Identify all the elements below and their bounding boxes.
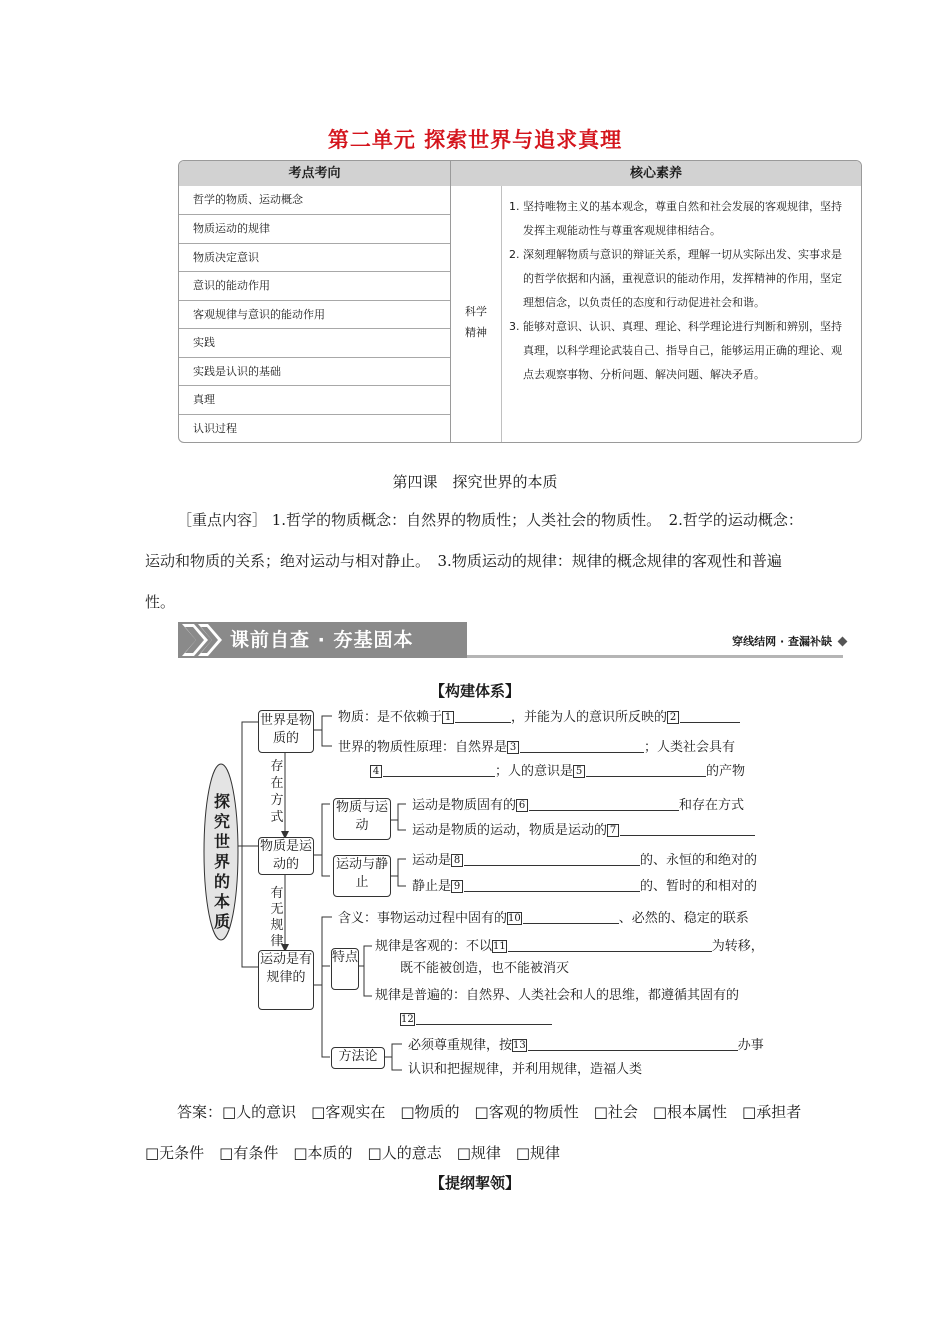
root-node bbox=[213, 792, 231, 932]
link-char: 规 bbox=[270, 918, 284, 933]
blank-line bbox=[464, 852, 640, 866]
sub-column-divider bbox=[501, 186, 502, 442]
text-motion-bearer bbox=[412, 822, 755, 839]
blank-line bbox=[508, 938, 712, 952]
blank-line bbox=[523, 910, 619, 924]
root-char: 究 bbox=[213, 812, 230, 831]
blank-number: 9 bbox=[451, 880, 463, 893]
root-char: 质 bbox=[213, 912, 230, 931]
text: ，并能为人的意识所反映的 bbox=[511, 710, 668, 725]
item-number: 3. bbox=[509, 320, 520, 333]
literacy-item bbox=[509, 195, 851, 243]
item-text: 坚持唯物主义的基本观念，尊重自然和社会发展的客观规律，坚持发挥主观能动性与尊重客观规律相结合。 bbox=[523, 200, 842, 237]
key-content: ［重点内容］ 1.哲学的物质概念：自然界的物质性；人类社会的物质性。 2.哲学的运动概念：运动和物质的关系；绝对运动与相对静止。 3.物质运动的规律：规律的概念规律的客观性和普遍性。 bbox=[145, 511, 803, 611]
link-char: 无 bbox=[270, 902, 284, 917]
link-char: 方 bbox=[270, 793, 284, 808]
text: 世界的物质性原理：自然界是 bbox=[338, 740, 508, 755]
text: 为转移， bbox=[711, 939, 764, 954]
competency-row: 物质决定意识 bbox=[179, 243, 450, 271]
node-world-is-material: 世界是物质的 bbox=[258, 710, 314, 753]
banner-subtitle: 穿线结网 · 查漏补缺 bbox=[732, 635, 832, 648]
literacy-item bbox=[509, 315, 851, 387]
text: 必须尊重规律，按 bbox=[408, 1038, 513, 1053]
text-law-objective bbox=[375, 938, 764, 955]
competency-row: 哲学的物质、运动概念 bbox=[193, 193, 303, 206]
sub-features: 特点 bbox=[331, 948, 359, 990]
blank-number: 6 bbox=[516, 799, 528, 812]
competency-row: 真理 bbox=[179, 385, 450, 413]
link-label-regularity bbox=[268, 886, 286, 950]
link-label-existence bbox=[268, 758, 286, 826]
header-competency: 考点考向 bbox=[288, 166, 341, 181]
banner-title: 课前自查 · 夯基固本 bbox=[230, 629, 414, 651]
text-material-principle-cont bbox=[370, 763, 745, 780]
literacy-item bbox=[509, 243, 851, 315]
header-literacy: 核心素养 bbox=[629, 166, 682, 181]
blank-line bbox=[464, 878, 640, 892]
text: 规律是客观的：不以 bbox=[375, 939, 493, 954]
blank-line bbox=[528, 1037, 738, 1051]
text: 、必然的、稳定的联系 bbox=[618, 911, 749, 926]
unit-title: 第二单元 探索世界与追求真理 bbox=[327, 128, 623, 152]
root-char: 界 bbox=[213, 852, 230, 871]
answers: 答案：□人的意识 □客观实在 □物质的 □客观的物质性 □社会 □根本属性 □承担者 □无条件 □有条件 □本质的 □人的意志 □规律 □规律 bbox=[145, 1103, 817, 1162]
sub-motion-and-rest: 运动与静止 bbox=[333, 855, 391, 897]
competency-row: 物质运动的规律 bbox=[179, 214, 450, 242]
text: 的、暂时的和相对的 bbox=[640, 879, 758, 894]
competency-row: 实践 bbox=[179, 328, 450, 356]
outline-heading: 【提纲挈领】 bbox=[429, 1174, 520, 1192]
chevron-arrows-icon bbox=[178, 622, 228, 658]
blank-number: 13 bbox=[513, 1040, 526, 1051]
blank-number: 8 bbox=[451, 854, 463, 867]
item-number: 1. bbox=[509, 200, 520, 213]
text: 的产物 bbox=[706, 764, 746, 779]
literacy-label-line: 科学 bbox=[465, 305, 487, 318]
blank-number: 1 bbox=[442, 711, 454, 724]
text-motion-absolute bbox=[412, 852, 757, 869]
text-law-definition bbox=[338, 910, 749, 927]
root-char: 的 bbox=[213, 872, 230, 891]
table-header-row bbox=[179, 161, 861, 186]
blank-line bbox=[383, 763, 495, 777]
link-char: 在 bbox=[270, 776, 284, 791]
text-law-objective-cont: 既不能被创造，也不能被消灭 bbox=[400, 961, 570, 976]
text: ；人的意识是 bbox=[495, 764, 574, 779]
text: 含义：事物运动过程中固有的 bbox=[338, 911, 508, 926]
link-char: 存 bbox=[270, 759, 284, 774]
link-char: 有 bbox=[270, 886, 284, 901]
blank-line bbox=[455, 709, 511, 723]
root-char: 本 bbox=[213, 892, 230, 911]
blank-number: 10 bbox=[508, 913, 521, 924]
text: 物质：是不依赖于 bbox=[338, 710, 443, 725]
lesson-title: 第四课 探究世界的本质 bbox=[392, 473, 558, 491]
text-matter-definition bbox=[338, 709, 740, 726]
blank-number: 11 bbox=[493, 941, 506, 952]
text-method-use: 认识和把握规律，并利用规律，造福人类 bbox=[408, 1062, 643, 1077]
text: ；人类社会具有 bbox=[644, 740, 736, 755]
blank-number: 5 bbox=[573, 765, 585, 778]
blank-line bbox=[680, 709, 740, 723]
blank-number: 2 bbox=[667, 711, 679, 724]
literacy-label bbox=[451, 301, 501, 343]
text-law-universal: 规律是普遍的：自然界、人类社会和人的思维，都遵循其固有的 bbox=[375, 988, 740, 1003]
concept-map bbox=[0, 700, 950, 1080]
sub-matter-and-motion: 物质与运动 bbox=[333, 798, 391, 840]
node-matter-in-motion: 物质是运动的 bbox=[258, 837, 314, 875]
text: 运动是物质的运动，物质是运动的 bbox=[412, 823, 608, 838]
blank-number: 4 bbox=[370, 765, 382, 778]
blank-line bbox=[520, 739, 644, 753]
core-table bbox=[178, 160, 862, 443]
root-char: 世 bbox=[213, 832, 230, 851]
competency-row: 实践是认识的基础 bbox=[179, 357, 450, 385]
link-char: 式 bbox=[270, 810, 284, 825]
text: 运动是 bbox=[412, 853, 452, 868]
text: 运动是物质固有的 bbox=[412, 798, 517, 813]
blank-line bbox=[586, 763, 706, 777]
literacy-label-line: 精神 bbox=[465, 326, 487, 339]
competency-row: 认识过程 bbox=[179, 414, 450, 442]
competency-row: 意识的能动作用 bbox=[179, 271, 450, 299]
root-char: 探 bbox=[213, 792, 230, 811]
text: 和存在方式 bbox=[679, 798, 745, 813]
blank-number: 7 bbox=[607, 824, 619, 837]
text-method-respect bbox=[408, 1037, 764, 1054]
item-text: 深刻理解物质与意识的辩证关系，理解一切从实际出发、实事求是的哲学依据和内涵，重视意识的能动作用，发挥精神的作用，坚定理想信念，以负责任的态度和行动促进社会和谐。 bbox=[523, 248, 842, 309]
competency-row: 客观规律与意识的能动作用 bbox=[179, 300, 450, 328]
blank-line bbox=[620, 822, 755, 836]
item-number: 2. bbox=[509, 248, 520, 261]
blank-line bbox=[529, 797, 679, 811]
item-text: 能够对意识、认识、真理、理论、科学理论进行判断和辨别，坚持真理，以科学理论武装自己、指导自己，能够运用正确的理论、观点去观察事物、分析问题、解决问题、解决矛盾。 bbox=[523, 320, 842, 381]
section-banner bbox=[178, 621, 850, 659]
text-material-principle bbox=[338, 739, 735, 756]
text: 静止是 bbox=[412, 879, 452, 894]
text: 的、永恒的和绝对的 bbox=[640, 853, 758, 868]
blank-number: 12 bbox=[401, 1014, 414, 1025]
build-heading: 【构建体系】 bbox=[429, 682, 520, 700]
diamond-icon bbox=[838, 637, 848, 647]
text-rest-relative bbox=[412, 878, 757, 895]
blank-line bbox=[416, 1011, 552, 1025]
node-motion-has-laws: 运动是有规律的 bbox=[258, 950, 314, 1010]
text-law-universal-blank bbox=[400, 1011, 552, 1028]
blank-number: 3 bbox=[507, 741, 519, 754]
link-char: 律 bbox=[270, 934, 284, 949]
sub-methodology: 方法论 bbox=[331, 1047, 385, 1069]
text-motion-attribute bbox=[412, 797, 744, 814]
literacy-list bbox=[509, 195, 851, 387]
text: 办事 bbox=[737, 1038, 764, 1053]
